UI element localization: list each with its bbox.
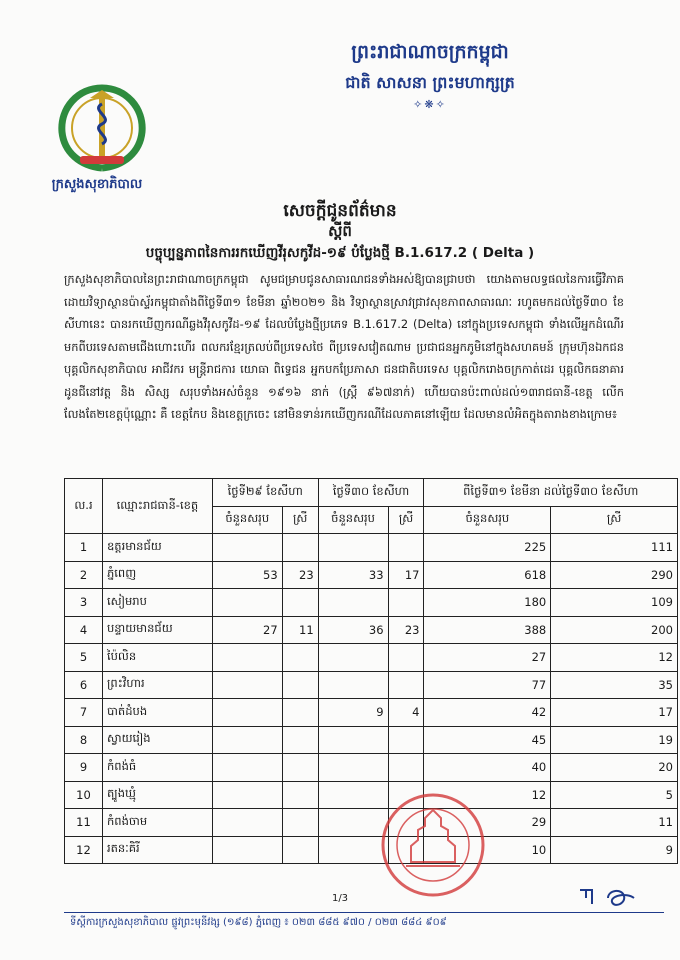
cell-p1-female: [282, 809, 318, 837]
cell-p2-total: 33: [318, 561, 388, 589]
cell-p1-female: [282, 754, 318, 782]
notice-title: សេចក្តីជូនព័ត៌មាន: [283, 201, 397, 221]
cell-p3-female: 290: [551, 561, 678, 589]
notice-subtitle: ស្តីពី: [328, 222, 352, 240]
official-stamp-icon: [378, 790, 488, 900]
cell-p2-female: 17: [388, 561, 424, 589]
cell-p2-total: [318, 534, 388, 562]
cell-province: កំពង់ចាម: [102, 809, 212, 837]
cell-p3-female: 109: [551, 589, 678, 617]
cell-p2-female: 4: [388, 699, 424, 727]
cell-p3-female: 111: [551, 534, 678, 562]
cell-p1-total: [212, 699, 282, 727]
cell-p1-female: [282, 836, 318, 864]
table-row: [65, 589, 678, 617]
table-row: [65, 726, 678, 754]
col-header-province: ឈ្មោះរាជធានី-ខេត្ត: [102, 479, 212, 534]
cell-p3-female: 20: [551, 754, 678, 782]
cell-p3-female: 12: [551, 644, 678, 672]
subheader-total: ចំនួនសរុប: [424, 506, 551, 534]
cell-p3-total: 45: [424, 726, 551, 754]
cell-province: ត្បូងឃ្មុំ: [102, 781, 212, 809]
cell-province: សៀមរាប: [102, 589, 212, 617]
signature-mark: [578, 882, 638, 912]
cell-p1-female: [282, 671, 318, 699]
cell-no: 8: [65, 726, 103, 754]
kingdom-heading: ព្រះរាជាណាចក្រកម្ពុជា: [351, 41, 509, 63]
cell-province: ឧត្តរមានជ័យ: [102, 534, 212, 562]
table-row: [65, 836, 678, 864]
col-header-no: ល.រ: [65, 479, 103, 534]
cell-p1-female: 23: [282, 561, 318, 589]
cell-p2-female: [388, 671, 424, 699]
table-row: [65, 809, 678, 837]
cell-province: ស្វាយរៀង: [102, 726, 212, 754]
cell-p2-female: [388, 644, 424, 672]
cell-p1-female: 11: [282, 616, 318, 644]
ministry-name: ក្រសួងសុខាភិបាល: [51, 177, 143, 192]
footer-address: ទីស្តីការក្រសួងសុខាភិបាល ផ្លូវព្រះមុនីវង្ស (១៩៨) ភ្នំពេញ ៖ ០២៣ ៨៨៥ ៩៧០ / ០២៣ ៨៨៤ ៩០៩: [70, 917, 447, 928]
cell-p3-total: 10: [424, 836, 551, 864]
cell-p1-total: [212, 781, 282, 809]
cell-p2-total: [318, 671, 388, 699]
table-row: [65, 671, 678, 699]
cell-p1-female: [282, 726, 318, 754]
subheader-female: ស្រី: [282, 506, 318, 534]
cell-p2-female: [388, 754, 424, 782]
cell-p1-total: [212, 754, 282, 782]
table-row: [65, 616, 678, 644]
table-row: [65, 561, 678, 589]
cell-p1-total: [212, 589, 282, 617]
cell-no: 7: [65, 699, 103, 727]
cell-p1-female: [282, 781, 318, 809]
cell-p2-total: [318, 589, 388, 617]
cell-p3-female: 35: [551, 671, 678, 699]
cell-no: 10: [65, 781, 103, 809]
cell-p3-total: 40: [424, 754, 551, 782]
notice-topic: បច្ចុប្បន្នភាពនៃការរកឃើញវីរុសកូវីដ-១៩ បំប្លែងថ្មី B.1.617.2 ( Delta ): [145, 245, 535, 261]
table-row: [65, 781, 678, 809]
cell-no: 3: [65, 589, 103, 617]
col-header-period2: ថ្ងៃទី៣០ ខែសីហា: [318, 479, 424, 507]
cell-p3-total: 29: [424, 809, 551, 837]
cell-no: 5: [65, 644, 103, 672]
cell-p2-female: 23: [388, 616, 424, 644]
cell-p3-total: 77: [424, 671, 551, 699]
footer-divider: [64, 912, 664, 913]
subheader-total: ចំនួនសរុប: [212, 506, 282, 534]
cell-province: បន្ទាយមានជ័យ: [102, 616, 212, 644]
cases-table: [64, 478, 678, 864]
cell-no: 1: [65, 534, 103, 562]
ministry-emblem-icon: [50, 80, 154, 176]
cell-province: កំពង់ធំ: [102, 754, 212, 782]
cell-p1-female: [282, 699, 318, 727]
cell-no: 2: [65, 561, 103, 589]
cell-p2-total: [318, 644, 388, 672]
cell-no: 11: [65, 809, 103, 837]
cell-p3-total: 225: [424, 534, 551, 562]
cell-province: ព្រះវិហារ: [102, 671, 212, 699]
cell-p3-female: 19: [551, 726, 678, 754]
nation-motto: ជាតិ សាសនា ព្រះមហាក្សត្រ: [345, 73, 515, 92]
cell-no: 9: [65, 754, 103, 782]
cell-p3-total: 12: [424, 781, 551, 809]
cell-p3-total: 180: [424, 589, 551, 617]
cell-p2-female: [388, 726, 424, 754]
cell-p3-female: 5: [551, 781, 678, 809]
cell-p2-total: 9: [318, 699, 388, 727]
table-row: [65, 644, 678, 672]
cell-p3-total: 618: [424, 561, 551, 589]
cell-p3-female: 9: [551, 836, 678, 864]
subheader-female: ស្រី: [388, 506, 424, 534]
cell-p3-total: 42: [424, 699, 551, 727]
cell-p1-total: [212, 809, 282, 837]
cell-no: 6: [65, 671, 103, 699]
cell-p1-total: [212, 671, 282, 699]
ornament-divider: ✧❋✧: [413, 98, 447, 111]
cell-p3-total: 388: [424, 616, 551, 644]
table-row: [65, 534, 678, 562]
cell-p1-female: [282, 534, 318, 562]
col-header-period1: ថ្ងៃទី២៩ ខែសីហា: [212, 479, 318, 507]
cell-p1-total: [212, 534, 282, 562]
cell-no: 12: [65, 836, 103, 864]
cell-p1-total: [212, 836, 282, 864]
cell-p1-total: 53: [212, 561, 282, 589]
cell-p3-female: 17: [551, 699, 678, 727]
subheader-female: ស្រី: [551, 506, 678, 534]
cell-p3-female: 200: [551, 616, 678, 644]
cell-p2-total: [318, 726, 388, 754]
cell-p2-female: [388, 534, 424, 562]
notice-body: ក្រសួងសុខាភិបាលនៃព្រះរាជាណាចក្រកម្ពុជា សូមជម្រាបជូនសាធារណជនទាំងអស់ឱ្យបានជ្រាបថា យោងតាមលទ្ធផលនៃការធ្វើវិភាគដោយវិទ្យាស្ថានប៉ាស្ទ័រកម្ពុជាតាំងពីថ្ងៃទី៣១ ខែមីនា ឆ្នាំ២០២១ និង វិទ្យាស្ថានស្រាវជ្រាវសុខភាពសាធារណៈ រហូតមកដល់ថ្ងៃទី៣០ ខែសីហានេះ បានរកឃើញករណីឆ្លងវីរុសកូវីដ-១៩ ដែលបំប្លែងថ្មីប្រភេទ B.1.617.2 (Delta) នៅក្នុងប្រទេសកម្ពុជា ទាំងលើអ្នកដំណើរមកពីបរទេសតាមជើងហោះហើរ ពលករខ្មែរត្រលប់ពីប្រទេសថៃ ពីប្រទេសវៀតណាម ប្រជាជនអ្នកភូមិនៅក្នុងសហគមន៍ ក្រុមហ៊ុនឯកជន បុគ្គលិកសុខាភិបាល អាជីវករ មន្ត្រីរាជការ យោធា ពិទ្ធេជន អ្នកបកប្រែភាសា ជនជាតិបរទេស បុគ្គលិករោងចក្រកាត់ដេរ បុគ្គលិកធនាគារ ដូនជីនៅវត្ត និង សិស្ស សរុបទាំងអស់ចំនួន ១៩១៦ នាក់ (ស្ត្រី ៩៦៧នាក់) ហើយបានប៉ះពាល់ដល់១៣រាជធានី-ខេត្ត លើកលែងតែ២ខេត្តប៉ុណ្ណោះ គឺ ខេត្តកែប និងខេត្តក្រចេះ នៅមិនទាន់រកឃើញករណីដែលភាគនៅឡើយ ដែលមានលំអិតក្នុងតារាងខាងក្រោម៖: [64, 272, 624, 421]
cell-p3-female: 11: [551, 809, 678, 837]
cell-p1-female: [282, 589, 318, 617]
col-header-period3: ពីថ្ងៃទី៣១ ខែមីនា ដល់ថ្ងៃទី៣០ ខែសីហា: [424, 479, 678, 507]
cell-p2-total: [318, 754, 388, 782]
cell-p3-total: 27: [424, 644, 551, 672]
cell-province: បាត់ដំបង: [102, 699, 212, 727]
cell-p2-female: [388, 589, 424, 617]
cell-p1-total: [212, 726, 282, 754]
cell-no: 4: [65, 616, 103, 644]
cell-province: រតនៈគិរី: [102, 836, 212, 864]
cell-province: ភ្នំពេញ: [102, 561, 212, 589]
subheader-total: ចំនួនសរុប: [318, 506, 388, 534]
table-row: [65, 699, 678, 727]
cell-p1-female: [282, 644, 318, 672]
cell-province: ប៉ៃលិន: [102, 644, 212, 672]
cell-p2-total: 36: [318, 616, 388, 644]
cell-p1-total: [212, 644, 282, 672]
page-number: 1/3: [331, 893, 349, 904]
cell-p1-total: 27: [212, 616, 282, 644]
table-row: [65, 754, 678, 782]
